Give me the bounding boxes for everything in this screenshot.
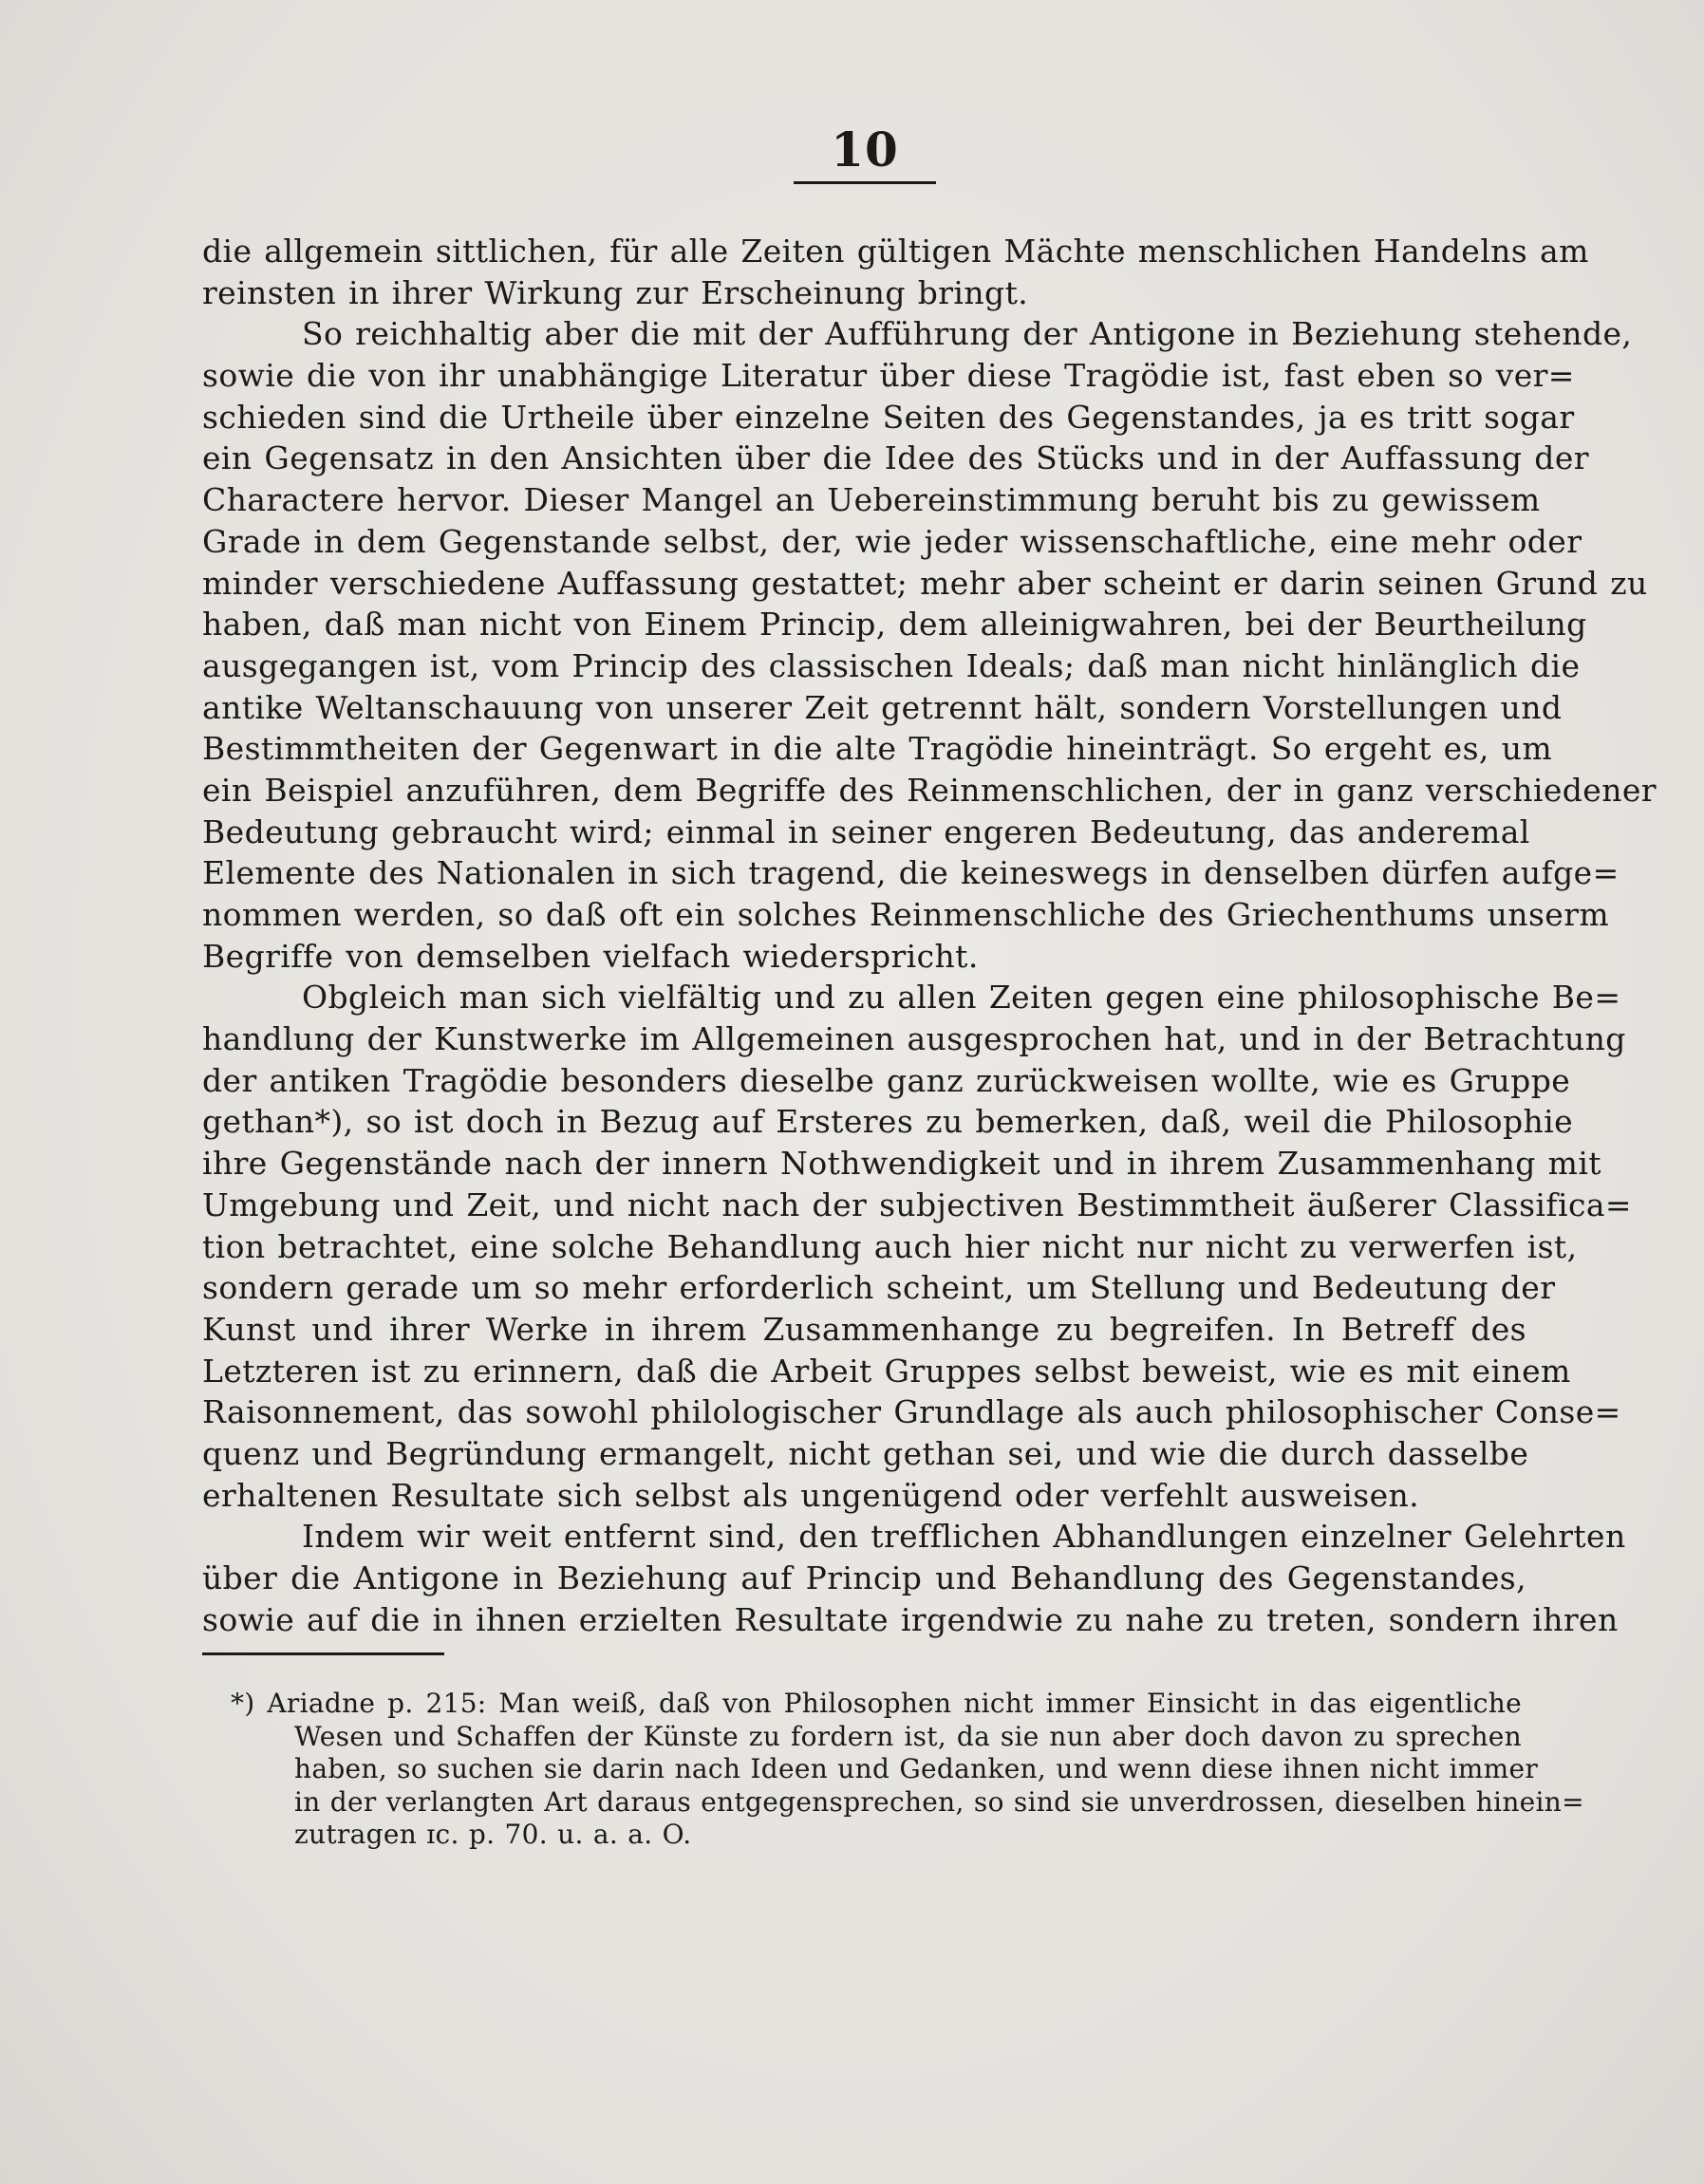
footnote-rule bbox=[202, 1652, 444, 1655]
body-line: schieden sind die Urtheile über einzelne Seiten des Gegenstandes, ja es tritt sogar bbox=[202, 398, 1575, 436]
body-line: Bedeutung gebraucht wird; einmal in seiner engeren Bedeutung, das anderemal bbox=[202, 812, 1530, 850]
body-line: Begriffe von demselben vielfach wiederspricht. bbox=[202, 937, 979, 975]
footnote-line: zutragen ɪc. p. 70. u. a. a. O. bbox=[294, 1819, 692, 1850]
body-line: Obgleich man sich vielfältig und zu allen Zeiten gegen eine philosophische Be= bbox=[302, 979, 1621, 1017]
body-line: So reichhaltig aber die mit der Aufführung der Antigone in Beziehung stehende, bbox=[302, 315, 1633, 353]
body-line: sondern gerade um so mehr erforderlich scheint, um Stellung und Bedeutung der bbox=[202, 1269, 1556, 1307]
body-line: ausgegangen ist, vom Princip des classischen Ideals; daß man nicht hinlänglich die bbox=[202, 646, 1581, 684]
body-line: die allgemein sittlichen, für alle Zeiten gültigen Mächte menschlichen Handelns am bbox=[202, 233, 1589, 270]
footnote-line: haben, so suchen sie darin nach Ideen und Gedanken, und wenn diese ihnen nicht immer bbox=[294, 1753, 1539, 1784]
body-line: reinsten in ihrer Wirkung zur Erscheinung bringt. bbox=[202, 273, 1029, 311]
body-line: der antiken Tragödie besonders dieselbe ganz zurückweisen wollte, wie es Gruppe bbox=[202, 1061, 1571, 1099]
body-line: nommen werden, so daß oft ein solches Reinmenschliche des Griechenthums unserm bbox=[202, 896, 1610, 933]
body-line: ein Gegensatz in den Ansichten über die Idee des Stücks und in der Auffassung der bbox=[202, 439, 1589, 477]
body-line: Kunst und ihrer Werke in ihrem Zusammenhange zu begreifen. In Betreff des bbox=[202, 1310, 1526, 1348]
body-line: antike Weltanschauung von unserer Zeit getrennt hält, sondern Vorstellungen und bbox=[202, 688, 1563, 726]
body-line: ein Beispiel anzuführen, dem Begriffe des Reinmenschlichen, der in ganz verschiedener bbox=[202, 771, 1657, 809]
page-number: 10 bbox=[831, 121, 899, 177]
body-line: über die Antigone in Beziehung auf Princip und Behandlung des Gegenstandes, bbox=[202, 1559, 1526, 1596]
footnote-line: *) Ariadne p. 215: Man weiß, daß von Philosophen nicht immer Einsicht in das eigentliche bbox=[231, 1688, 1522, 1719]
footnote-line: in der verlangten Art daraus entgegensprechen, so sind sie unverdrossen, dieselben hinein= bbox=[294, 1785, 1584, 1818]
footnote bbox=[231, 1688, 1584, 1852]
body-line: Bestimmtheiten der Gegenwart in die alte Tragödie hineinträgt. So ergeht es, um bbox=[202, 730, 1553, 768]
body-line: minder verschiedene Auffassung gestattet; mehr aber scheint er darin seinen Grund zu bbox=[202, 564, 1648, 602]
body-line: gethan*), so ist doch in Bezug auf Ersteres zu bemerken, daß, weil die Philosophie bbox=[202, 1103, 1574, 1141]
body-line: Charactere hervor. Dieser Mangel an Uebereinstimmung beruht bis zu gewissem bbox=[202, 481, 1541, 519]
footnote-line: Wesen und Schaffen der Künste zu fordern ist, da sie nun aber doch davon zu sprechen bbox=[294, 1720, 1522, 1752]
body-text bbox=[202, 231, 1657, 1640]
body-line: sowie auf die in ihnen erzielten Resultate irgendwie zu nahe zu treten, sondern ihren bbox=[202, 1600, 1619, 1638]
body-line: handlung der Kunstwerke im Allgemeinen ausgesprochen hat, und in der Betrachtung bbox=[202, 1020, 1626, 1058]
body-line: Raisonnement, das sowohl philologischer Grundlage als auch philosophischer Conse= bbox=[202, 1393, 1621, 1431]
body-line: Letzteren ist zu erinnern, daß die Arbeit Gruppes selbst beweist, wie es mit einem bbox=[202, 1352, 1571, 1390]
body-line: ihre Gegenstände nach der innern Nothwendigkeit und in ihrem Zusammenhang mit bbox=[202, 1145, 1601, 1183]
body-line: Grade in dem Gegenstande selbst, der, wie jeder wissenschaftliche, eine mehr oder bbox=[202, 522, 1582, 560]
body-line: Indem wir weit entfernt sind, den trefflichen Abhandlungen einzelner Gelehrten bbox=[302, 1518, 1626, 1556]
body-line: haben, daß man nicht von Einem Princip, dem alleinigwahren, bei der Beurtheilung bbox=[202, 606, 1587, 644]
body-line: quenz und Begründung ermangelt, nicht gethan sei, und wie die durch dasselbe bbox=[202, 1434, 1529, 1472]
body-line: Elemente des Nationalen in sich tragend, die keineswegs in denselben dürfen aufge= bbox=[202, 854, 1620, 892]
header-rule bbox=[794, 181, 936, 184]
body-line: erhaltenen Resultate sich selbst als ungenügend oder verfehlt ausweisen. bbox=[202, 1476, 1420, 1514]
body-line: tion betrachtet, eine solche Behandlung auch hier nicht nur nicht zu verwerfen ist, bbox=[202, 1227, 1578, 1265]
body-line: Umgebung und Zeit, und nicht nach der subjectiven Bestimmtheit äußerer Classifica= bbox=[202, 1185, 1632, 1223]
body-line: sowie die von ihr unabhängige Literatur über diese Tragödie ist, fast eben so ver= bbox=[202, 357, 1575, 395]
